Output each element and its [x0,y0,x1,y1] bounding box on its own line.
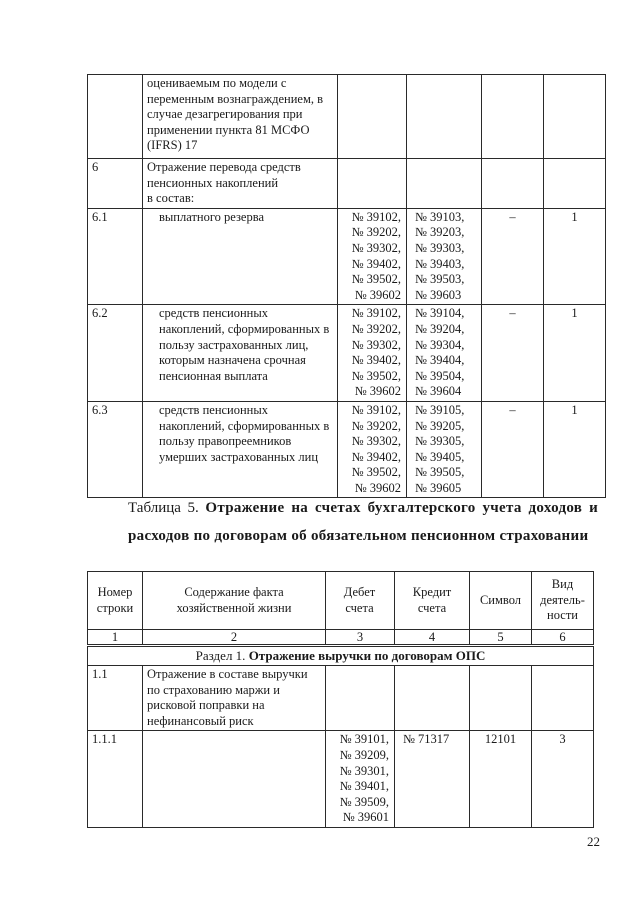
column-number: 5 [470,630,532,646]
cell-credit [407,159,482,209]
header-debit: Дебет счета [326,572,395,630]
cell-activity [544,75,606,159]
cell-debit: № 39102, № 39202, № 39302, № 39402, № 39502, № 39602 [338,208,407,305]
cell-symbol: – [482,401,544,498]
cell-activity [544,159,606,209]
column-number: 4 [395,630,470,646]
cell-text: выплатного резерва [143,208,338,305]
cell-debit [338,75,407,159]
cell-symbol: 12101 [470,731,532,828]
cell-credit: № 39104, № 39204, № 39304, № 39404, № 39504, № 39604 [407,305,482,402]
cell-text: оцениваемым по модели с переменным вознаграждением, в случае дезагрегирования при применении пункта 81 МСФО (IFRS) 17 [143,75,338,159]
caption-label: Таблица 5. [128,500,199,516]
section-title [88,646,594,666]
table-row [88,159,606,209]
cell-activity: 1 [544,208,606,305]
cell-num: 6 [88,159,143,209]
cell-num: 6.1 [88,208,143,305]
cell-activity: 1 [544,401,606,498]
cell-activity: 3 [532,731,594,828]
header-text: Содержание факта хозяйственной жизни [143,572,326,630]
cell-debit [326,666,395,731]
caption-title: Отражение на счетах бухгалтерского учета доходов и расходов по договорам об обязательном пенсионном страховании [128,500,599,544]
column-number: 6 [532,630,594,646]
table-row [88,208,606,305]
section-name: Отражение выручки по договорам ОПС [248,648,486,663]
table-row [88,731,594,828]
cell-symbol [470,666,532,731]
header-activity: Вид деятель-ности [532,572,594,630]
section-prefix: Раздел 1. [195,648,246,663]
cell-symbol: – [482,208,544,305]
cell-debit: № 39102, № 39202, № 39302, № 39402, № 39502, № 39602 [338,305,407,402]
cell-text [143,731,326,828]
cell-text: Отражение перевода средств пенсионных накоплений в состав: [143,159,338,209]
cell-credit: № 39105, № 39205, № 39305, № 39405, № 39505, № 39605 [407,401,482,498]
cell-text: средств пенсионных накоплений, сформированных в пользу правопреемников умерших застрахованных лиц [143,401,338,498]
table-header-row [88,572,594,630]
cell-credit: № 71317 [395,731,470,828]
column-number: 3 [326,630,395,646]
cell-credit [395,666,470,731]
header-num: Номер строки [88,572,143,630]
header-symbol: Символ [470,572,532,630]
cell-credit: № 39103, № 39203, № 39303, № 39403, № 39503, № 39603 [407,208,482,305]
column-number: 2 [143,630,326,646]
column-numbers-row [88,630,594,646]
cell-num: 1.1.1 [88,731,143,828]
cell-debit: № 39102, № 39202, № 39302, № 39402, № 39502, № 39602 [338,401,407,498]
cell-text: средств пенсионных накоплений, сформированных в пользу застрахованных лиц, которым назначена срочная пенсионная выплата [143,305,338,402]
cell-symbol [482,75,544,159]
table-5 [87,571,594,828]
cell-symbol: – [482,305,544,402]
cell-num: 6.2 [88,305,143,402]
table-row [88,75,606,159]
page-number: 22 [587,834,600,849]
column-number: 1 [88,630,143,646]
cell-num: 6.3 [88,401,143,498]
table-row [88,305,606,402]
table-continuation [87,74,606,498]
table-row [88,666,594,731]
cell-activity [532,666,594,731]
cell-debit: № 39101, № 39209, № 39301, № 39401, № 39509, № 39601 [326,731,395,828]
table-caption [128,494,598,550]
cell-credit [407,75,482,159]
cell-num: 1.1 [88,666,143,731]
header-credit: Кредит счета [395,572,470,630]
section-row [88,646,594,666]
table-row [88,401,606,498]
cell-debit [338,159,407,209]
cell-text: Отражение в составе выручки по страхованию маржи и рисковой поправки на нефинансовый риск [143,666,326,731]
cell-activity: 1 [544,305,606,402]
cell-symbol [482,159,544,209]
cell-num [88,75,143,159]
